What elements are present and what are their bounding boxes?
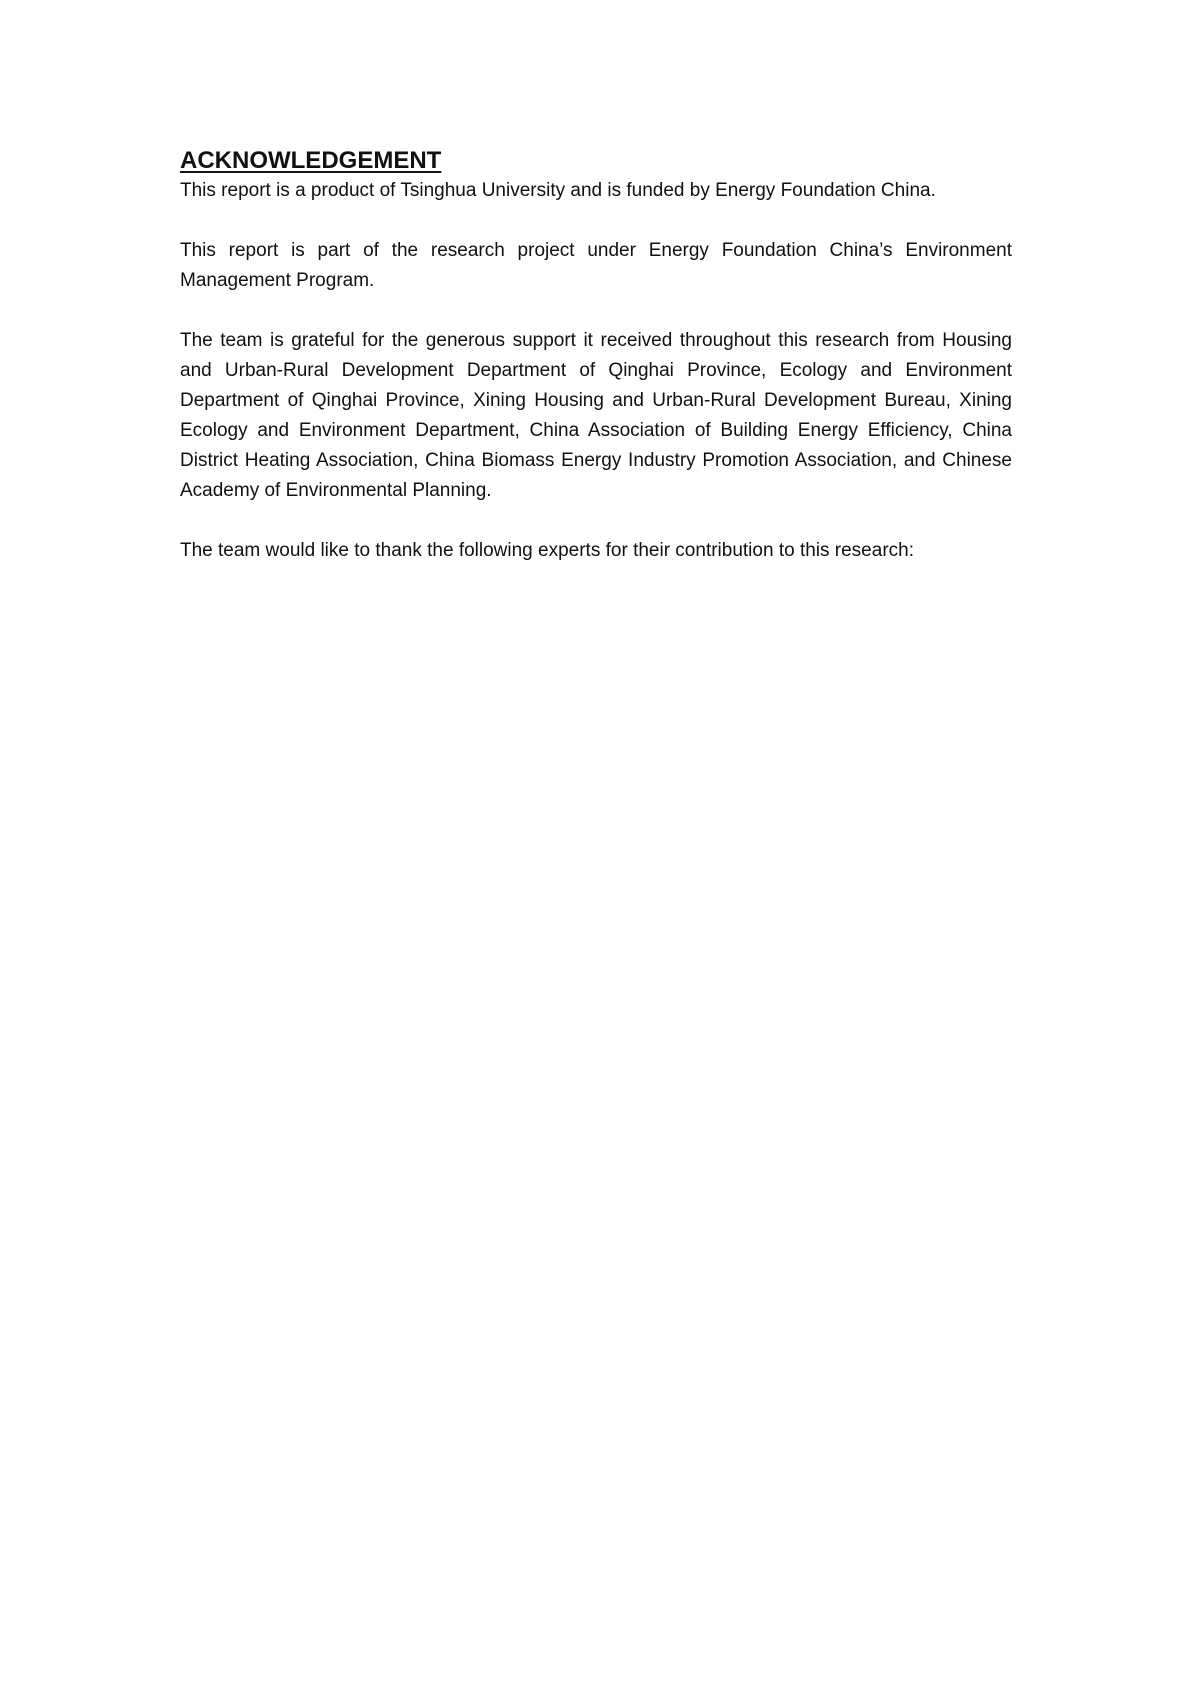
paragraph-funding: This report is a product of Tsinghua University and is funded by Energy Foundation China. [180,180,936,201]
acknowledgement-section [180,146,1012,566]
paragraph-program: This report is part of the research project under Energy Foundation China’s Environment Management Program. [180,240,1012,291]
paragraph-spacer [180,296,1012,326]
paragraph-support: The team is grateful for the generous support it received throughout this research from Housing and Urban-Rural Development Department of Qinghai Province, Ecology and Environment Department of Qinghai Province, Xining Housing and Urban-Rural Development Bureau, Xining Ecology and Environment Department, China Association of Building Energy Efficiency, China District Heating Association, China Biomass Energy Industry Promotion Association, and Chinese Academy of Environmental Planning. [180,330,1012,501]
page-title: ACKNOWLEDGEMENT [180,147,442,174]
paragraph-experts: The team would like to thank the following experts for their contribution to this research: [180,540,914,561]
paragraph-spacer [180,206,1012,236]
paragraph-spacer [180,506,1012,536]
